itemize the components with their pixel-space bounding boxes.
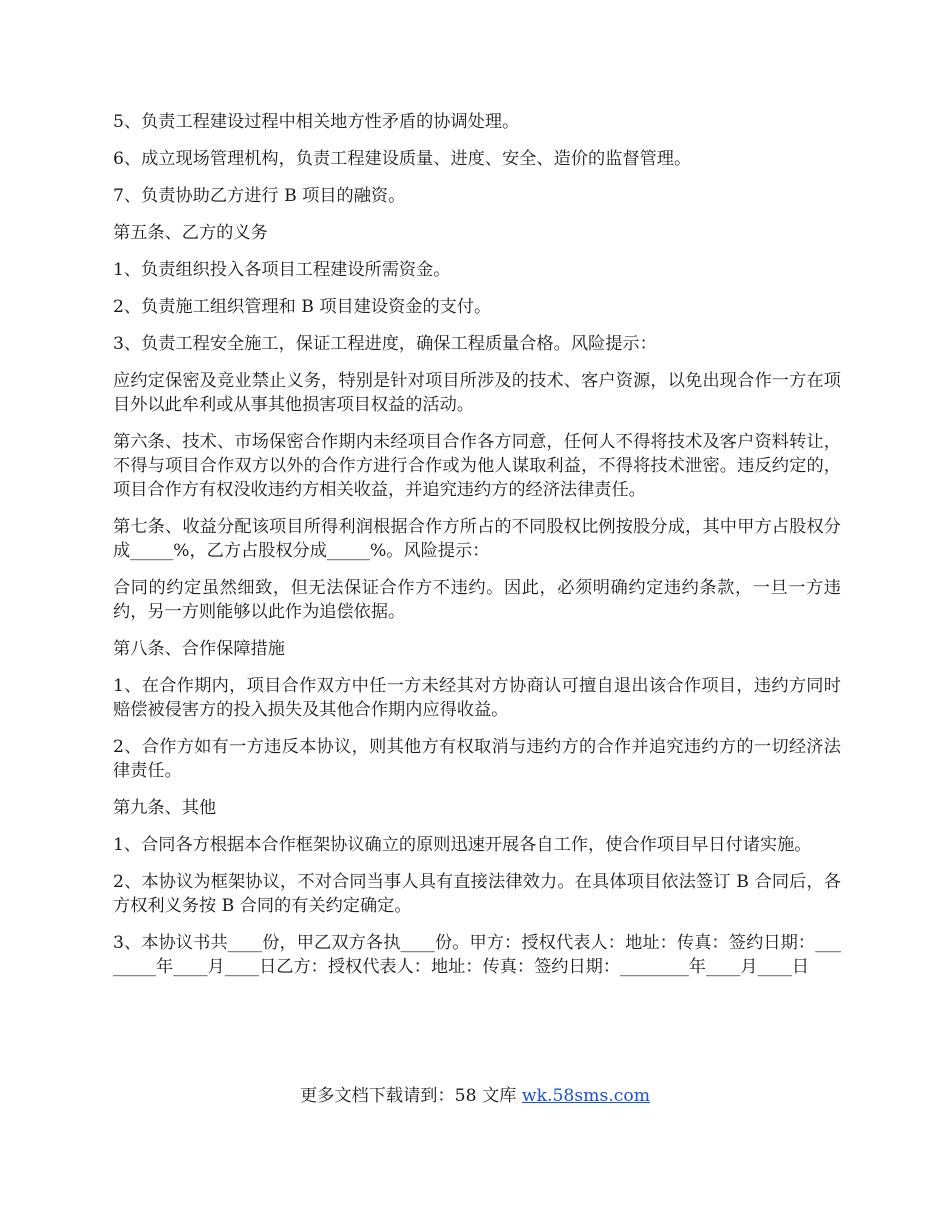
footer-link[interactable]: wk.58sms.com (521, 1086, 650, 1106)
paragraph: 第六条、技术、市场保密合作期内未经项目合作各方同意，任何人不得将技术及客户资料转让，不得与项目合作双方以外的合作方进行合作或为他人谋取利益，不得将技术泄密。违反约定的，项目合作方有权没收违约方相关收益，并追究违约方的经济法律责任。 (113, 432, 841, 500)
paragraph: 第七条、收益分配该项目所得利润根据合作方所占的不同股权比例按股分成，其中甲方占股权分成_____%，乙方占股权分成_____%。风险提示： (113, 517, 841, 561)
paragraph: 2、负责施工组织管理和 B 项目建设资金的支付。 (113, 297, 492, 317)
section-heading: 第八条、合作保障措施 (113, 639, 285, 659)
document-body (113, 110, 841, 992)
section-heading: 第九条、其他 (113, 798, 217, 818)
footer (0, 1084, 950, 1108)
paragraph: 6、成立现场管理机构，负责工程建设质量、进度、安全、造价的监督管理。 (113, 149, 692, 169)
paragraph: 3、负责工程安全施工，保证工程进度，确保工程质量合格。风险提示： (113, 334, 657, 354)
paragraph: 5、负责工程建设过程中相关地方性矛盾的协调处理。 (113, 112, 520, 132)
paragraph: 合同的约定虽然细致，但无法保证合作方不违约。因此，必须明确约定违约条款，一旦一方违约，另一方则能够以此作为追偿依据。 (113, 578, 841, 622)
paragraph: 1、负责组织投入各项目工程建设所需资金。 (113, 260, 451, 280)
footer-text: 更多文档下载请到：58 文库 (299, 1086, 522, 1106)
paragraph: 1、合同各方根据本合作框架协议确立的原则迅速开展各自工作，使合作项目早日付诸实施。 (113, 835, 812, 855)
paragraph: 2、本协议为框架协议，不对合同当事人具有直接法律效力。在具体项目依法签订 B 合同后，各方权利义务按 B 合同的有关约定确定。 (113, 872, 841, 916)
section-heading: 第五条、乙方的义务 (113, 223, 268, 243)
paragraph: 1、在合作期内，项目合作双方中任一方未经其对方协商认可擅自退出该合作项目，违约方同时赔偿被侵害方的投入损失及其他合作期内应得收益。 (113, 676, 841, 720)
paragraph: 2、合作方如有一方违反本协议，则其他方有权取消与违约方的合作并追究违约方的一切经济法律责任。 (113, 737, 841, 781)
paragraph: 7、负责协助乙方进行 B 项目的融资。 (113, 186, 406, 206)
paragraph: 应约定保密及竞业禁止义务，特别是针对项目所涉及的技术、客户资源，以免出现合作一方在项目外以此牟利或从事其他损害项目权益的活动。 (113, 371, 841, 415)
paragraph: 3、本协议书共____份，甲乙双方各执____份。甲方：授权代表人：地址：传真：签约日期：________年____月____日乙方：授权代表人：地址：传真：签约日期：________年____月____日 (113, 933, 841, 977)
